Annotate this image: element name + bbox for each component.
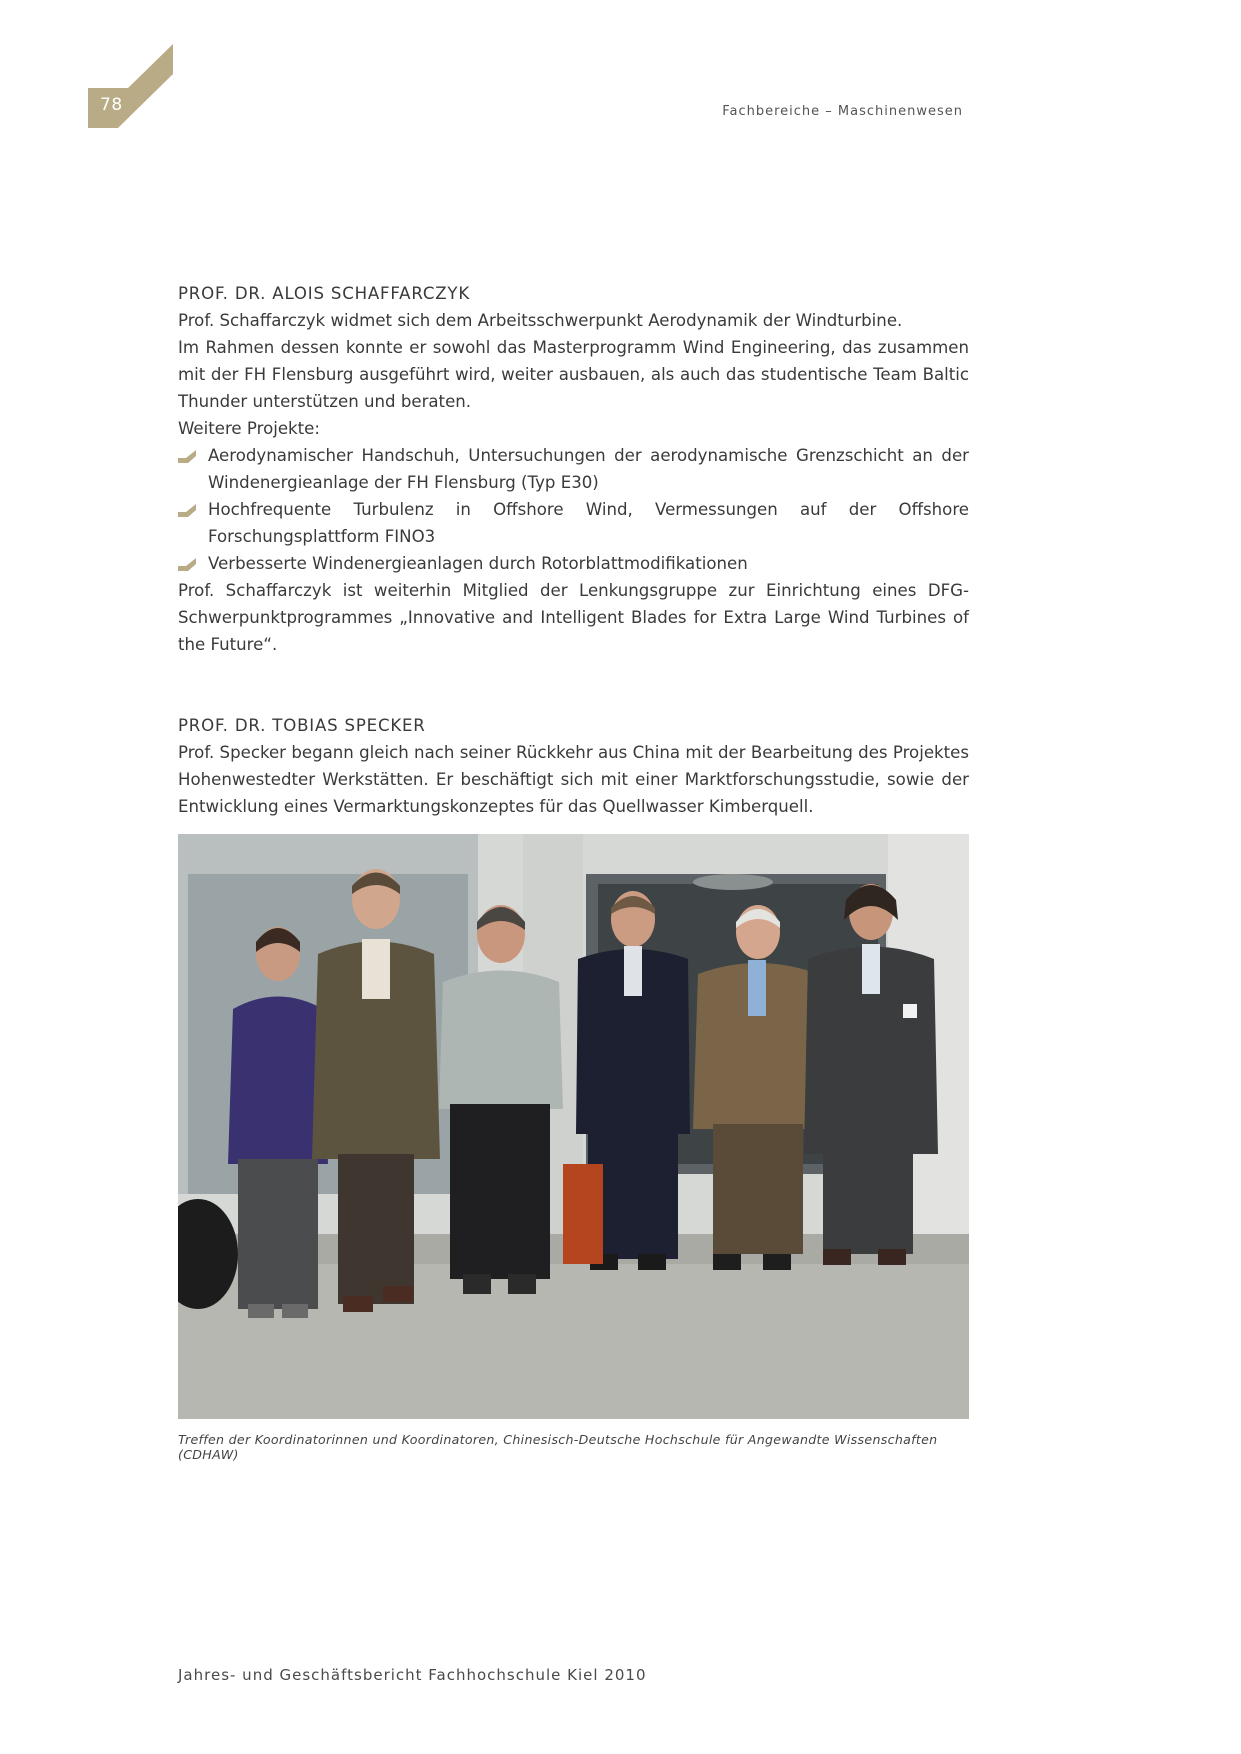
projects-list	[178, 442, 969, 577]
intro-text: Prof. Schaffarczyk widmet sich dem Arbeitsschwerpunkt Aerodynamik der Windturbine.	[178, 311, 903, 330]
list-item-text: Hochfrequente Turbulenz in Offshore Wind, Vermessungen auf der Offshore Forschungsplattform FINO3	[208, 500, 969, 546]
group-photo	[178, 834, 969, 1419]
list-item	[178, 550, 969, 577]
section-heading-specker: PROF. DR. TOBIAS SPECKER	[178, 716, 426, 735]
page-number: 78	[100, 95, 123, 115]
photo-caption: Treffen der Koordinatorinnen und Koordinatoren, Chinesisch-Deutsche Hochschule für Angewandte Wissenschaften (CDHAW)	[178, 1432, 938, 1462]
closing-paragraph: Prof. Schaffarczyk ist weiterhin Mitglied der Lenkungsgruppe zur Einrichtung eines DFG-Schwerpunktprogrammes „Innovative and Intelligent Blades for Extra Large Wind Turbines of the Future“.	[178, 581, 969, 654]
body-paragraph-specker: Prof. Specker begann gleich nach seiner Rückkehr aus China mit der Bearbeitung des Projektes Hohenwestedter Werkstätten. Er beschäftigt sich mit einer Marktforschungsstudie, sowie der Entwicklung eines Vermarktungskonzeptes für das Quellwasser Kimberquell.	[178, 743, 969, 816]
list-item	[178, 442, 969, 496]
projects-label: Weitere Projekte:	[178, 419, 320, 438]
page-number-badge	[88, 44, 173, 128]
bullet-arrow-icon	[178, 502, 198, 518]
list-item-text: Verbesserte Windenergieanlagen durch Rotorblattmodifikationen	[208, 554, 748, 573]
section-heading-schaffarczyk: PROF. DR. ALOIS SCHAFFARCZYK	[178, 284, 470, 303]
list-item	[178, 496, 969, 550]
main-content	[178, 280, 969, 820]
footer-text: Jahres- und Geschäftsbericht Fachhochschule Kiel 2010	[178, 1666, 647, 1684]
bullet-arrow-icon	[178, 448, 198, 464]
running-header: Fachbereiche – Maschinenwesen	[722, 104, 963, 119]
bullet-arrow-icon	[178, 556, 198, 572]
list-item-text: Aerodynamischer Handschuh, Untersuchungen der aerodynamische Grenzschicht an der Windenergieanlage der FH Flensburg (Typ E30)	[208, 446, 969, 492]
body-paragraph: Im Rahmen dessen konnte er sowohl das Masterprogramm Wind Engineering, das zusammen mit der FH Flensburg ausgeführt wird, weiter ausbauen, als auch das studentische Team Baltic Thunder unterstützen und beraten.	[178, 338, 969, 411]
